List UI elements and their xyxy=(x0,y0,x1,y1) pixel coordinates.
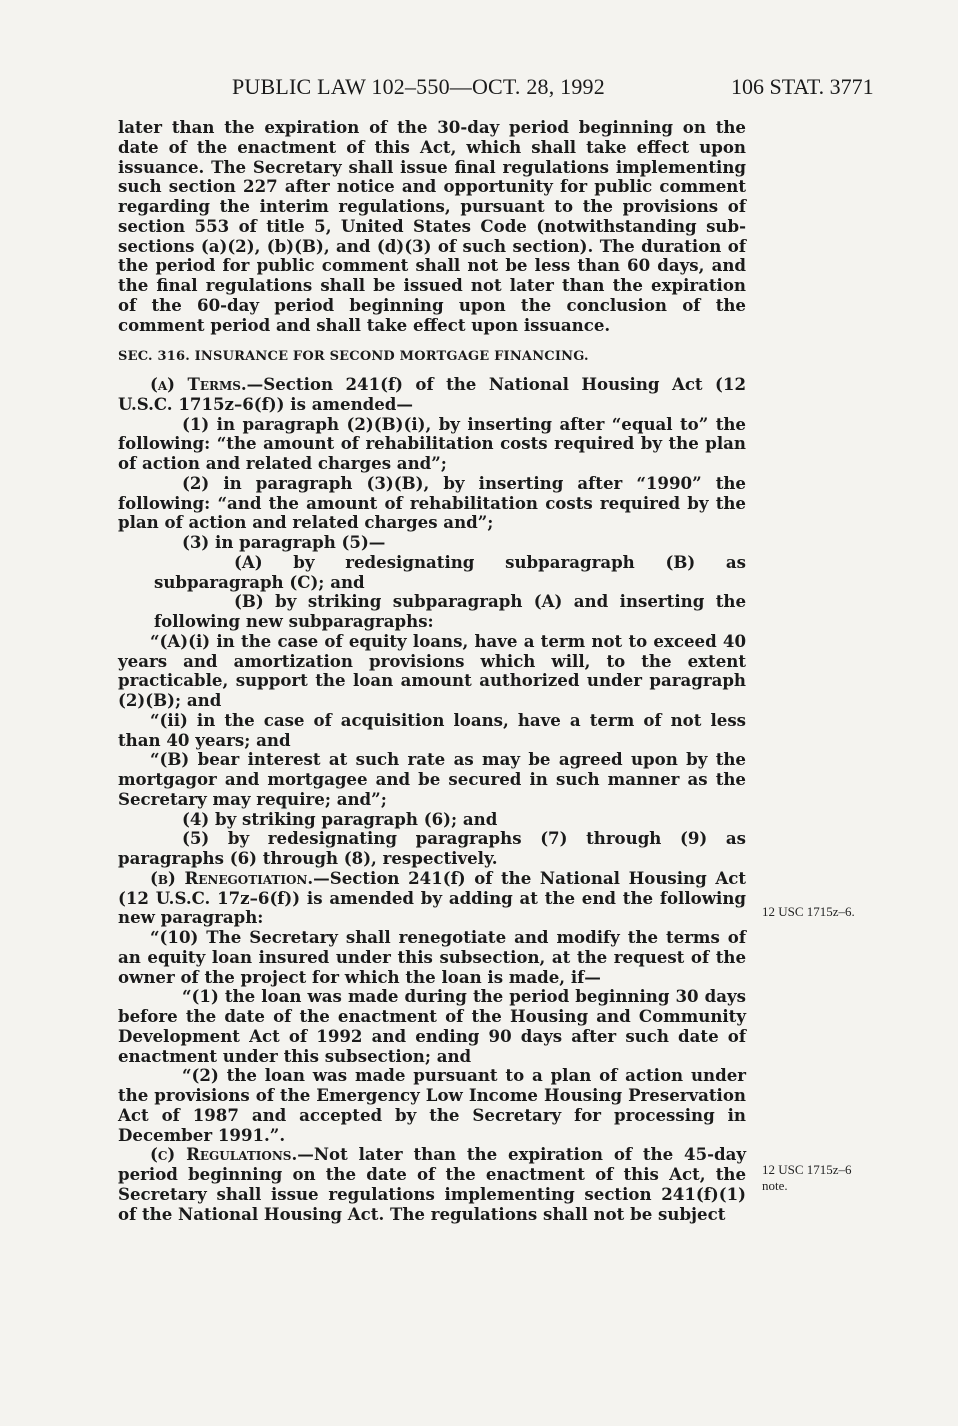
subsection-c-text: —Not later than the expiration of the 45-day period beginning on the date of the enactment of this Act, the Secretary shall issue regulations implementing section 241(f)(1) of the National Housing Act. The regulations shall not be subject xyxy=(118,1144,746,1224)
quoted-clause-B: “(B) bear interest at such rate as may be agreed upon by the mortgagor and mortgagee and be secured in such manner as the Secretary may require; and”; xyxy=(118,749,746,809)
quoted-clause-ii: “(ii) in the case of acquisition loans, have a term of not less than 40 years; and xyxy=(118,709,746,750)
running-header: PUBLIC LAW 102–550—OCT. 28, 1992 xyxy=(232,74,605,99)
margin-note-line-2: note. xyxy=(762,1178,788,1193)
clause-a4: (4) by striking paragraph (6); and xyxy=(182,808,498,829)
subsection-c-label: (c) Regulations. xyxy=(150,1144,298,1165)
statute-body xyxy=(118,118,746,1224)
subsection-c xyxy=(118,1145,746,1224)
subsection-a xyxy=(118,375,746,415)
page-stat-number: 106 STAT. 3771 xyxy=(731,74,874,99)
quoted-paragraph-10: “(10) The Secretary shall renegotiate and modify the terms of an equity loan insured under this subsection, at the request of the owner of the project for which the loan is made, if— xyxy=(118,927,746,987)
subsection-b-text: —Section 241(f) of the National Housing Act (12 U.S.C. 17z–6(f)) is amended by adding at the end the following new paragraph: xyxy=(118,867,746,928)
quoted-clause-A-i: “(A)(i) in the case of equity loans, have a term not to exceed 40 years and amortization provisions which will, to the extent practicable, support the loan amount authorized under paragraph (2)(B); and xyxy=(118,630,746,710)
subsection-b xyxy=(118,869,746,928)
subsection-b-label: (b) Renegotiation. xyxy=(150,867,314,888)
clause-a1: (1) in paragraph (2)(B)(i), by inserting after “equal to” the following: “the amount of rehabilitation costs required by the plan of action and related charges and”; xyxy=(118,413,746,473)
subsection-a-text: —Section 241(f) of the National Housing Act (12 U.S.C. 1715z–6(f)) is amended— xyxy=(118,374,746,414)
subsection-a-label: (a) Terms. xyxy=(150,374,247,394)
section-heading: SEC. 316. INSURANCE FOR SECOND MORTGAGE FINANCING. xyxy=(118,349,589,365)
clause-a2: (2) in paragraph (3)(B), by inserting after “1990” the following: “and the amount of rehabilitation costs required by the plan of action and related charges and”; xyxy=(118,472,746,533)
clause-a5: (5) by redesignating paragraphs (7) through (9) as paragraphs (6) through (8), respectively. xyxy=(118,828,746,868)
clause-a3-A: (A) by redesignating subparagraph (B) as subparagraph (C); and xyxy=(154,551,746,592)
quoted-paragraph-10-2: “(2) the loan was made pursuant to a plan of action under the provisions of the Emergency Low Income Housing Preservation Act of 1987 and accepted by the Secretary for processing in December 1991.”. xyxy=(118,1065,746,1145)
margin-note-usc: 12 USC 1715z–6. xyxy=(762,904,855,919)
clause-a3-B: (B) by striking subparagraph (A) and inserting the following new subparagraphs: xyxy=(154,591,746,631)
clause-a3: (3) in paragraph (5)— xyxy=(182,532,386,552)
paragraph-continuation: later than the expiration of the 30-day period beginning on the date of the enactment of this Act, which shall take effect upon issuance. The Secretary shall issue final regulations implementing such section 227 after notice and opportunity for public comment regarding the interim regulations, pursuant to the provisions of section 553 of title 5, United States Code (notwithstanding sub-sections (a)(2), (b)(B), and (d)(3) of such section). The duration of the period for public comment shall not be less than 60 days, and the final regulations shall be issued not later than the expiration of the 60-day period beginning upon the conclusion of the comment period and shall take effect upon issuance. xyxy=(118,117,746,335)
margin-note-line-1: 12 USC 1715z–6 xyxy=(762,1162,852,1177)
margin-note-usc-note xyxy=(762,1162,852,1194)
quoted-paragraph-10-1: “(1) the loan was made during the period beginning 30 days before the date of the enactment of the Housing and Community Development Act of 1992 and ending 90 days after such date of enactment under this subsection; and xyxy=(118,986,746,1066)
